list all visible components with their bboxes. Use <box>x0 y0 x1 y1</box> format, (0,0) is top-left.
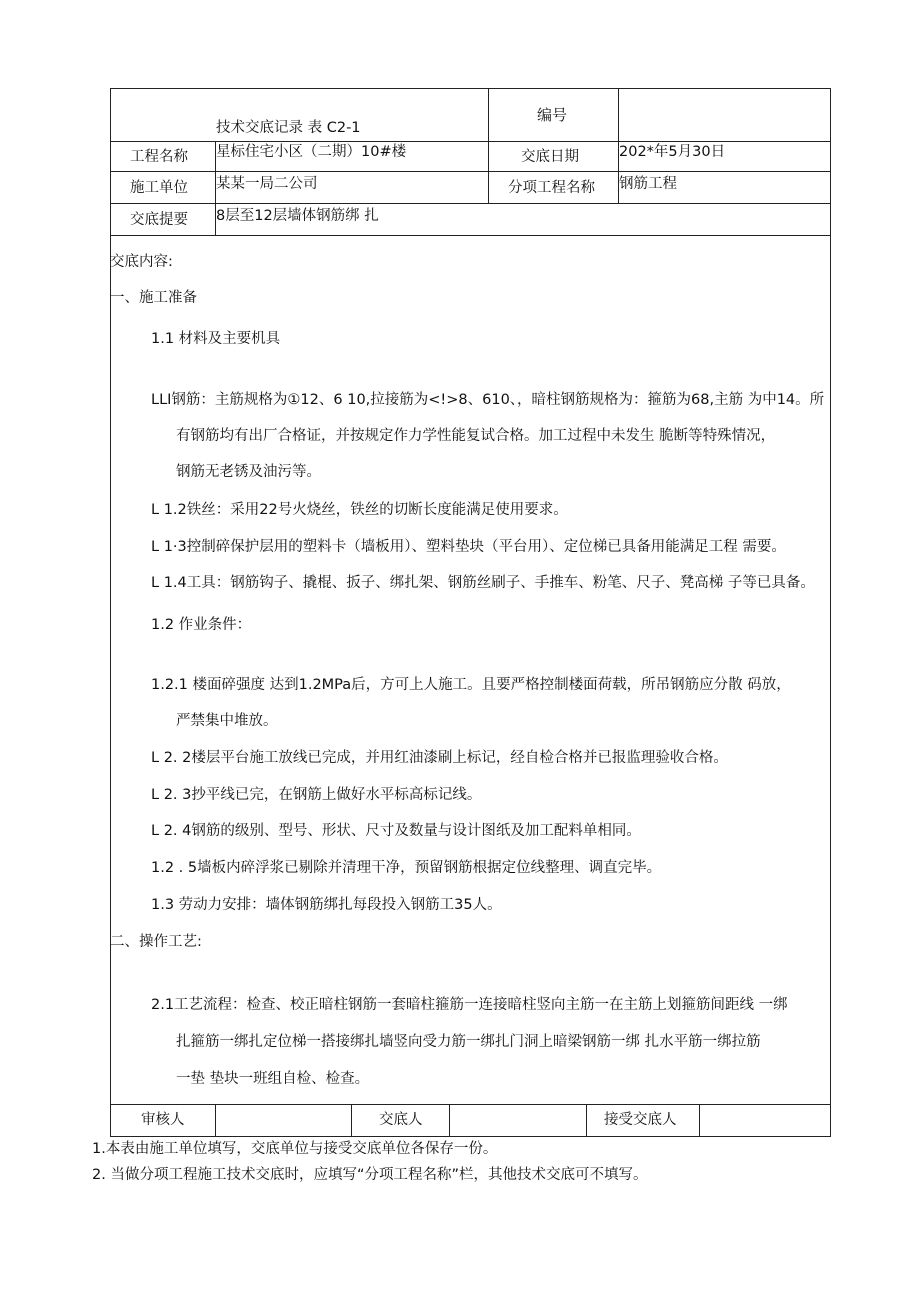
col-divider <box>586 1104 587 1137</box>
content-line: 钢筋无老锈及油污等。 <box>176 464 321 480</box>
section-heading: 一、施工准备 <box>110 290 197 306</box>
row-divider <box>111 203 830 204</box>
footnote: 2. 当做分项工程施工技术交底时，应填写“分项工程名称”栏，其他技术交底可不填写。 <box>92 1167 648 1183</box>
construction-unit-label: 施工单位 <box>130 180 188 196</box>
content-line: L 2. 2楼层平台施工放线已完成，并用红油漆刷上标记，经自检合格并已报监理验收合格。 <box>151 750 728 766</box>
project-name-value: 星标住宅小区（二期）10#楼 <box>216 144 407 160</box>
content-line: L 1.4工具：钢筋钩子、撬棍、扳子、绑扎架、钢筋丝刷子、手推车、粉笔、尺子、凳高梯 子等已具备。 <box>151 575 815 591</box>
content-line: 扎箍筋一绑扎定位梯一搭接绑扎墙竖向受力筋一绑扎门洞上暗梁钢筋一绑 扎水平筋一绑拉筋 <box>176 1034 761 1050</box>
content-line: 严禁集中堆放。 <box>176 713 278 729</box>
row-divider <box>111 171 830 172</box>
content-line: L 1·3控制碎保护层用的塑料卡（墙板用）、塑料垫块（平台用）、定位梯已具备用能满足工程 需要。 <box>151 539 786 555</box>
subsection-heading: 1.1 材料及主要机具 <box>151 331 281 347</box>
subitem-name-label: 分项工程名称 <box>508 180 595 196</box>
disclosure-date-label: 交底日期 <box>521 149 579 165</box>
row-divider <box>111 1104 830 1105</box>
content-line: LLI钢筋：主筋规格为①12、6 10,拉接筋为<!>8、610、，暗柱钢筋规格为：箍筋为68,主筋 为中14。所 <box>151 392 825 408</box>
content-line: L 2. 3抄平线已完，在钢筋上做好水平标高标记线。 <box>151 787 482 803</box>
footnote: 1.本表由施工单位填写，交底单位与接受交底单位各保存一份。 <box>92 1141 498 1157</box>
summary-label: 交底提要 <box>130 212 188 228</box>
technical-disclosure-form <box>110 88 831 1137</box>
col-divider <box>215 1104 216 1137</box>
content-line: L 2. 4钢筋的级别、型号、形状、尺寸及数量与设计图纸及加工配料单相同。 <box>151 823 641 839</box>
presenter-label: 交底人 <box>379 1112 423 1128</box>
content-line: 1.2.1 楼面碎强度 达到1.2MPa后，方可上人施工。且要严格控制楼面荷载，所吊钢筋应分散 码放， <box>151 677 791 693</box>
content-line: 1.2 . 5墙板内碎浮浆已剔除并清理干净，预留钢筋根据定位线整理、调直完毕。 <box>151 860 662 876</box>
col-divider <box>699 1104 700 1137</box>
content-line: 1.3 劳动力安排：墙体钢筋绑扎每段投入钢筋工35人。 <box>151 897 502 913</box>
col-divider <box>449 1104 450 1137</box>
row-divider <box>111 235 830 236</box>
construction-unit-value: 某某一局二公司 <box>216 176 318 192</box>
col-divider <box>351 1104 352 1137</box>
reviewer-label: 审核人 <box>141 1112 185 1128</box>
disclosure-date-value: 202*年5月30日 <box>619 144 726 160</box>
content-line: 2.1工艺流程：检查、校正暗柱钢筋一套暗柱箍筋一连接暗柱竖向主筋一在主筋上划箍筋间距线 一绑 <box>151 997 788 1013</box>
number-label: 编号 <box>537 106 568 124</box>
summary-value: 8层至12层墙体钢筋绑 扎 <box>216 208 379 224</box>
project-name-label: 工程名称 <box>130 149 188 165</box>
content-line: 有钢筋均有出厂合格证，并按规定作力学性能复试合格。加工过程中未发生 脆断等特殊情况， <box>176 428 776 444</box>
content-line: L 1.2铁丝：采用22号火烧丝，铁丝的切断长度能满足使用要求。 <box>151 502 568 518</box>
content-line: 一垫 垫块一班组自检、检查。 <box>176 1071 370 1087</box>
receiver-label: 接受交底人 <box>604 1112 677 1128</box>
section-heading: 二、操作工艺: <box>110 934 202 950</box>
row-divider <box>111 141 830 142</box>
subsection-heading: 1.2 作业条件： <box>151 617 252 633</box>
content-heading: 交底内容: <box>110 254 173 270</box>
form-title: 技术交底记录 表 C2-1 <box>216 120 361 136</box>
col-divider <box>488 89 489 204</box>
subitem-name-value: 钢筋工程 <box>619 176 677 192</box>
